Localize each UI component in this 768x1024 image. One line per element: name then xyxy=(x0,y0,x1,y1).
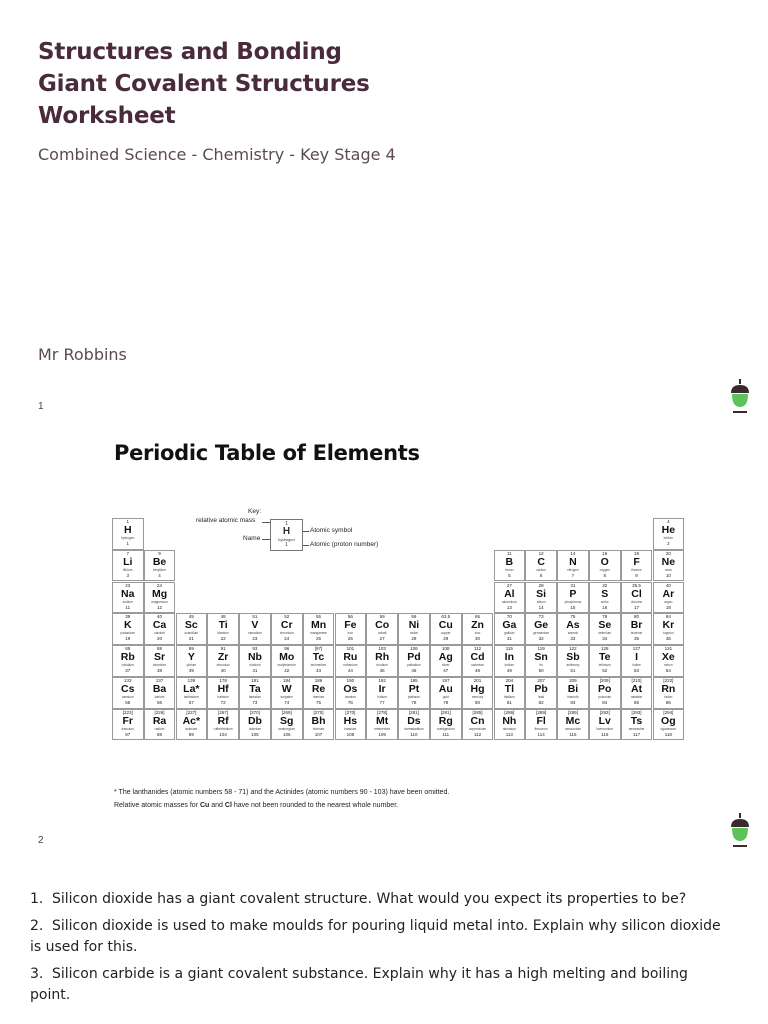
acorn-icon xyxy=(729,377,751,417)
element-sr: 88 Sr strontium 38 xyxy=(144,645,176,677)
key-name-label: Name xyxy=(243,535,261,542)
element-v: 51 V vanadium 23 xyxy=(239,613,271,645)
title-line-2: Giant Covalent Structures xyxy=(38,71,370,97)
element-sn: 119 Sn tin 50 xyxy=(525,645,557,677)
element-ir: 192 Ir iridium 77 xyxy=(366,677,398,709)
element-nh: [286] Nh nihonium 113 xyxy=(494,709,526,741)
element-c: 12 C carbon 6 xyxy=(525,550,557,582)
element-kr: 84 Kr krypton 36 xyxy=(653,613,685,645)
element-al: 27 Al aluminium 13 xyxy=(494,582,526,614)
element-cl: 35.5 Cl chlorine 17 xyxy=(621,582,653,614)
element-os: 190 Os osmium 76 xyxy=(335,677,367,709)
element-cr: 52 Cr chromium 24 xyxy=(271,613,303,645)
footnote-masses: Relative atomic masses for Cu and Cl have not been rounded to the nearest whole number. xyxy=(114,802,399,809)
element-tl: 204 Tl thallium 81 xyxy=(494,677,526,709)
element-ne: 20 Ne neon 10 xyxy=(653,550,685,582)
element-ag: 108 Ag silver 47 xyxy=(430,645,462,677)
subtitle: Combined Science - Chemistry - Key Stage 4 xyxy=(38,145,396,164)
element-zr: 91 Zr zirconium 40 xyxy=(207,645,239,677)
element-pt: 195 Pt platinum 78 xyxy=(398,677,430,709)
element-sg: [269] Sg seaborgium 106 xyxy=(271,709,303,741)
acorn-icon xyxy=(729,811,751,851)
element-cd: 112 Cd cadmium 48 xyxy=(462,645,494,677)
element-hf: 178 Hf hafnium 72 xyxy=(207,677,239,709)
element-ts: [293] Ts tennessine 117 xyxy=(621,709,653,741)
element-mc: [289] Mc moscovium 115 xyxy=(557,709,589,741)
element-fe: 56 Fe iron 26 xyxy=(335,613,367,645)
element-f: 19 F fluorine 9 xyxy=(621,550,653,582)
element-i: 127 I iodine 53 xyxy=(621,645,653,677)
question-list xyxy=(30,889,730,1012)
element-xe: 131 Xe xenon 54 xyxy=(653,645,685,677)
element-po: [209] Po polonium 84 xyxy=(589,677,621,709)
element-si: 28 Si silicon 14 xyxy=(525,582,557,614)
element-ta: 181 Ta tantalum 73 xyxy=(239,677,271,709)
element-au: 197 Au gold 79 xyxy=(430,677,462,709)
element-zn: 65 Zn zinc 30 xyxy=(462,613,494,645)
element-se: 79 Se selenium 34 xyxy=(589,613,621,645)
element-ga: 70 Ga gallium 31 xyxy=(494,613,526,645)
element-la: 139 La* lanthanum 57 xyxy=(176,677,208,709)
element-mg: 24 Mg magnesium 12 xyxy=(144,582,176,614)
element-pd: 106 Pd palladium 46 xyxy=(398,645,430,677)
key-symbol-label: Atomic symbol xyxy=(310,527,353,534)
element-ac: [227] Ac* actinium 89 xyxy=(176,709,208,741)
element-b: 11 B boron 5 xyxy=(494,550,526,582)
page-number-1: 1 xyxy=(38,401,44,412)
element-re: 186 Re rhenium 75 xyxy=(303,677,335,709)
key-label: Key: xyxy=(248,508,262,515)
question-3: 3. Silicon carbide is a giant covalent substance. Explain why it has a high melting and boiling point. xyxy=(30,966,688,1003)
element-p: 31 P phosphorus 15 xyxy=(557,582,589,614)
element-te: 128 Te tellurium 52 xyxy=(589,645,621,677)
title-line-1: Structures and Bonding xyxy=(38,39,342,65)
periodic-table-title: Periodic Table of Elements xyxy=(114,441,420,465)
element-mt: [278] Mt meitnerium 109 xyxy=(366,709,398,741)
element-br: 80 Br bromine 35 xyxy=(621,613,653,645)
worksheet-title xyxy=(38,36,638,132)
question-2: 2. Silicon dioxide is used to make moulds for pouring liquid metal into. Explain why silicon dioxide is used for this. xyxy=(30,918,721,955)
element-as: 75 As arsenic 33 xyxy=(557,613,589,645)
element-fr: [223] Fr francium 87 xyxy=(112,709,144,741)
element-fl: [289] Fl flerovium 114 xyxy=(525,709,557,741)
element-ti: 48 Ti titanium 22 xyxy=(207,613,239,645)
element-ds: [281] Ds darmstadtium 110 xyxy=(398,709,430,741)
element-bi: 209 Bi bismuth 83 xyxy=(557,677,589,709)
key-number-label: Atomic (proton number) xyxy=(310,541,379,548)
element-s: 32 S sulfur 16 xyxy=(589,582,621,614)
key-mass-label: relative atomic mass xyxy=(196,517,256,524)
element-lv: [293] Lv livermorium 116 xyxy=(589,709,621,741)
element-hs: [270] Hs hassium 108 xyxy=(335,709,367,741)
key-example-box: 1 H hydrogen 1 xyxy=(270,519,303,551)
element-mo: 96 Mo molybdenum 42 xyxy=(271,645,303,677)
element-na: 23 Na sodium 11 xyxy=(112,582,144,614)
footnote-omitted: * The lanthanides (atomic numbers 58 - 71) and the Actinides (atomic numbers 90 - 103) have been omitted. xyxy=(114,789,450,796)
element-y: 89 Y yttrium 39 xyxy=(176,645,208,677)
element-hg: 201 Hg mercury 80 xyxy=(462,677,494,709)
element-rb: 85 Rb rubidium 37 xyxy=(112,645,144,677)
element-ba: 137 Ba barium 56 xyxy=(144,677,176,709)
element-ni: 59 Ni nickel 28 xyxy=(398,613,430,645)
element-he: 4 He helium 2 xyxy=(653,518,685,550)
page-number-2: 2 xyxy=(38,835,44,846)
title-line-3: Worksheet xyxy=(38,103,176,129)
element-db: [270] Db dubnium 105 xyxy=(239,709,271,741)
author: Mr Robbins xyxy=(38,345,127,364)
element-og: [294] Og oganesson 118 xyxy=(653,709,685,741)
element-cs: 133 Cs caesium 55 xyxy=(112,677,144,709)
element-rh: 103 Rh rhodium 45 xyxy=(366,645,398,677)
element-ru: 101 Ru ruthenium 44 xyxy=(335,645,367,677)
element-mn: 55 Mn manganese 25 xyxy=(303,613,335,645)
element-o: 16 O oxygen 8 xyxy=(589,550,621,582)
element-n: 14 N nitrogen 7 xyxy=(557,550,589,582)
element-cn: [285] Cn copernicium 112 xyxy=(462,709,494,741)
element-cu: 63.5 Cu copper 29 xyxy=(430,613,462,645)
element-in: 115 In indium 49 xyxy=(494,645,526,677)
element-rf: [267] Rf rutherfordium 104 xyxy=(207,709,239,741)
element-at: [210] At astatine 85 xyxy=(621,677,653,709)
element-li: 7 Li lithium 3 xyxy=(112,550,144,582)
element-rg: [281] Rg roentgenium 111 xyxy=(430,709,462,741)
element-ar: 40 Ar argon 18 xyxy=(653,582,685,614)
element-ge: 73 Ge germanium 32 xyxy=(525,613,557,645)
element-sc: 45 Sc scandium 21 xyxy=(176,613,208,645)
element-pb: 207 Pb lead 82 xyxy=(525,677,557,709)
element-sb: 122 Sb antimony 51 xyxy=(557,645,589,677)
element-bh: [270] Bh bohrium 107 xyxy=(303,709,335,741)
element-ra: [226] Ra radium 88 xyxy=(144,709,176,741)
element-nb: 93 Nb niobium 41 xyxy=(239,645,271,677)
element-h: 1 H hydrogen 1 xyxy=(112,518,144,550)
element-be: 9 Be beryllium 4 xyxy=(144,550,176,582)
element-co: 59 Co cobalt 27 xyxy=(366,613,398,645)
element-rn: [222] Rn radon 86 xyxy=(653,677,685,709)
element-ca: 40 Ca calcium 20 xyxy=(144,613,176,645)
element-tc: [97] Tc technetium 43 xyxy=(303,645,335,677)
element-k: 39 K potassium 19 xyxy=(112,613,144,645)
element-w: 184 W tungsten 74 xyxy=(271,677,303,709)
question-1: 1. Silicon dioxide has a giant covalent structure. What would you expect its properties to be? xyxy=(30,891,687,907)
